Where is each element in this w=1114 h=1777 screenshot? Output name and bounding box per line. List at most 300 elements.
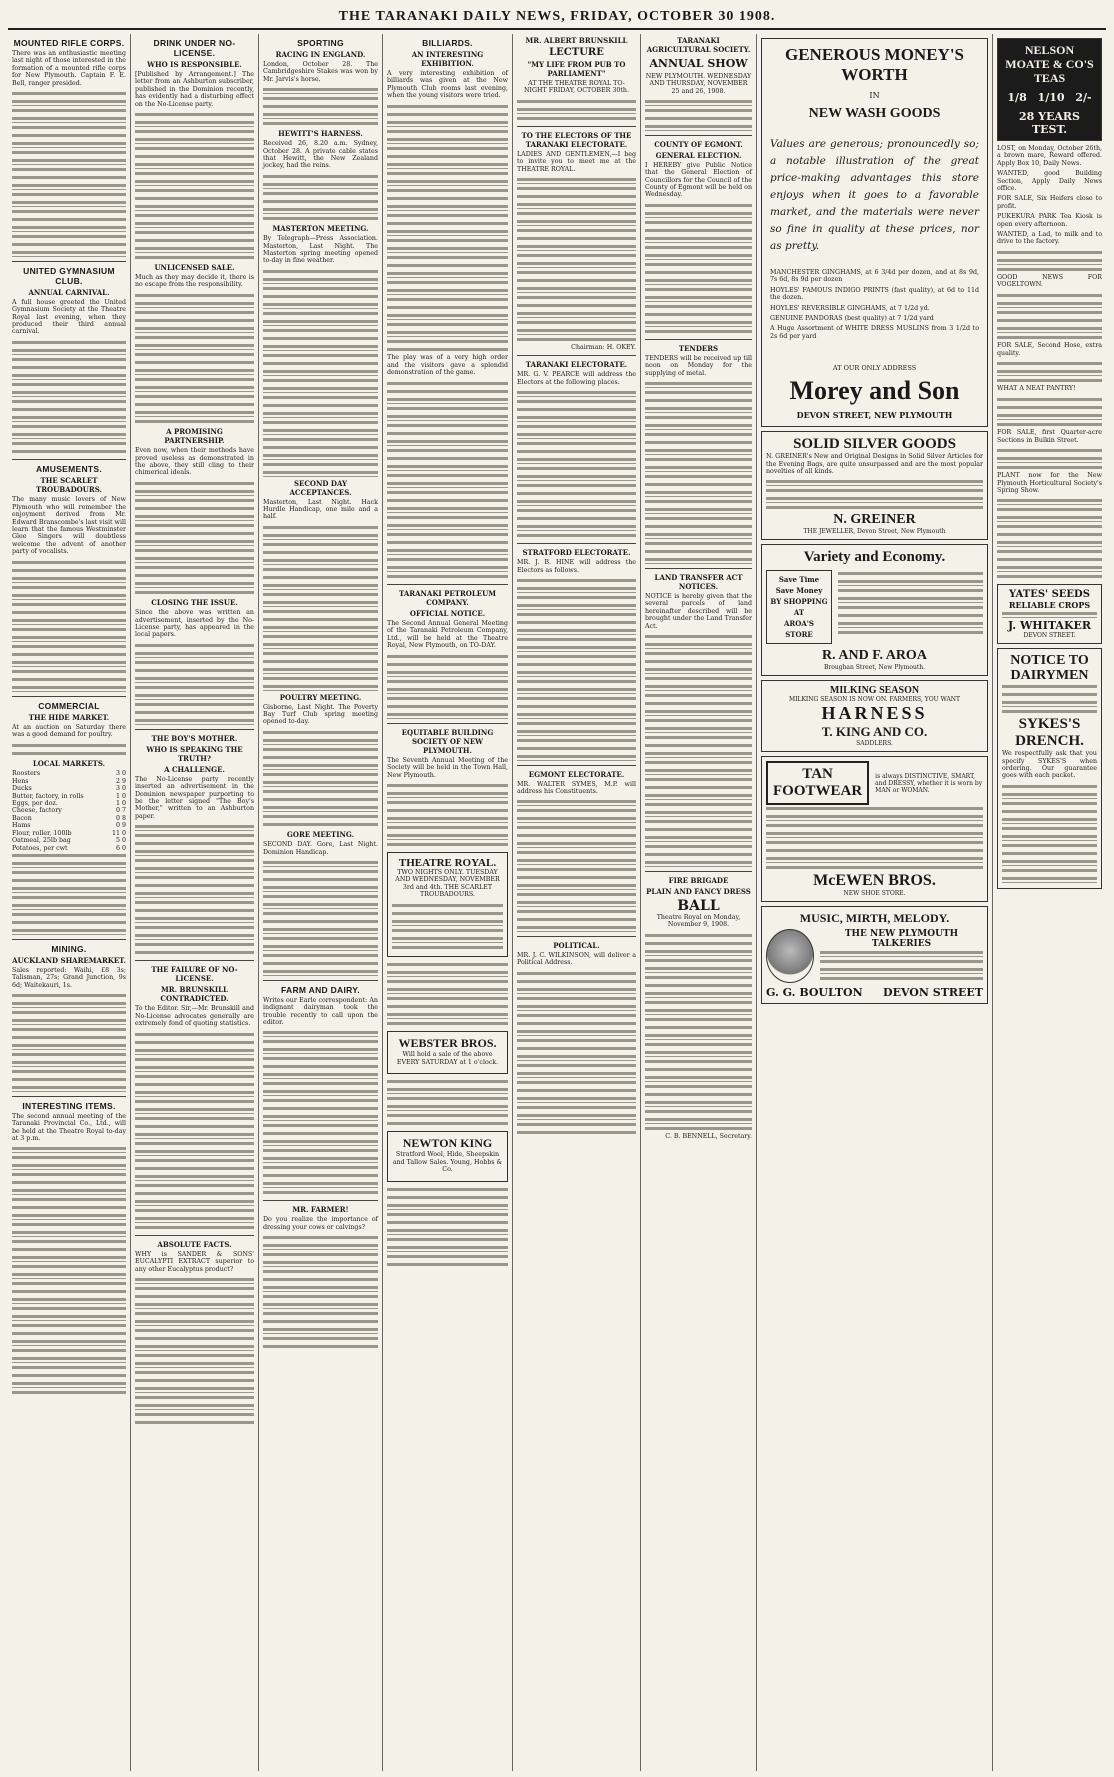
text-line <box>645 1007 752 1014</box>
text-line <box>645 1066 752 1073</box>
text-line <box>645 227 752 234</box>
text-line <box>645 932 752 939</box>
text-line <box>387 455 508 462</box>
ad-title: NELSON MOATE & CO'S TEAS <box>1005 43 1094 85</box>
text-line <box>997 523 1102 530</box>
text-line <box>517 398 636 405</box>
text-line <box>1002 858 1097 865</box>
text-line <box>517 807 636 814</box>
text-line <box>263 360 378 367</box>
text-line <box>517 585 636 592</box>
text-line <box>517 686 636 693</box>
ad-firm: N. GREINER <box>833 512 916 528</box>
text-line <box>135 488 254 495</box>
text-line <box>645 1083 752 1090</box>
text-line <box>12 1068 126 1075</box>
text-line <box>135 899 254 906</box>
text-line <box>263 1113 378 1120</box>
text-line <box>12 191 126 198</box>
text-line <box>387 573 508 580</box>
text-line <box>645 1049 752 1056</box>
text-line <box>12 174 126 181</box>
text-line <box>135 848 254 855</box>
text-line <box>263 310 378 317</box>
text-line <box>387 187 508 194</box>
text-line <box>12 423 126 430</box>
text-line <box>517 414 636 421</box>
text-line <box>387 228 508 235</box>
text-line <box>517 319 636 326</box>
classified-notice: FOR SALE, Six Heifers close to profit. <box>997 195 1102 210</box>
subheading: TARANAKI AGRICULTURAL SOCIETY. <box>646 36 751 54</box>
text-line <box>263 1172 378 1179</box>
divider <box>12 261 126 262</box>
text-line <box>135 717 254 724</box>
text-line <box>645 397 752 404</box>
article-text: [Published by Arrangement.] The letter from an Ashburton subscriber, published in the Dominion recently, has evidently had a disturbing effect on the No-License party. <box>135 71 254 108</box>
text-line <box>517 210 636 217</box>
text-line <box>135 823 254 830</box>
text-line <box>517 456 636 463</box>
text-line <box>12 166 126 173</box>
subheading: THE FAILURE OF NO-LICENSE. <box>151 965 238 984</box>
ad-title: MUSIC, MIRTH, MELODY. <box>799 911 950 926</box>
column-7 <box>757 34 993 1771</box>
text-line <box>517 498 636 505</box>
text-line <box>517 1062 636 1069</box>
text-line <box>135 513 254 520</box>
text-line <box>838 587 983 594</box>
text-line <box>263 796 378 803</box>
text-line <box>517 978 636 985</box>
text-line <box>645 98 752 105</box>
text-line <box>645 750 752 757</box>
text-line <box>135 840 254 847</box>
text-line <box>517 193 636 200</box>
text-line <box>997 396 1102 403</box>
text-line <box>135 111 254 118</box>
text-line <box>1002 791 1097 798</box>
text-line <box>645 294 752 301</box>
text-line <box>135 229 254 236</box>
text-line <box>1002 842 1097 849</box>
ad-foot: AT OUR ONLY ADDRESS <box>832 364 917 373</box>
text-line <box>645 431 752 438</box>
table-row: Flour, roller, 100lb 11 0 <box>12 829 126 837</box>
text-line <box>645 974 752 981</box>
text-line <box>263 633 378 640</box>
ad-address: Broughan Street, New Plymouth. <box>823 664 926 672</box>
text-line <box>263 1088 378 1095</box>
text-line <box>387 237 508 244</box>
classified-notice: FOR SALE, first Quarter-acre Sections in Bulkin Street. <box>997 429 1102 444</box>
text-line <box>645 1108 752 1115</box>
text-line <box>387 489 508 496</box>
price-label: 1/10 <box>1037 91 1065 104</box>
text-line <box>12 347 126 354</box>
market-table <box>12 770 126 851</box>
text-line <box>135 187 254 194</box>
text-line <box>135 1031 254 1038</box>
text-line <box>645 1032 752 1039</box>
text-line <box>263 876 378 883</box>
ad-title: SOLID SILVER GOODS <box>793 436 956 453</box>
text-line <box>387 1211 508 1218</box>
text-line <box>645 957 752 964</box>
text-line <box>766 855 983 862</box>
divider <box>645 135 752 136</box>
text-line <box>12 1389 126 1396</box>
article-text: The Second Annual General Meeting of the Taranaki Petroleum Company, Ltd., will be held at the Theatre Royal, New Plymouth, on TO-DAY. <box>387 619 508 650</box>
text-line <box>12 575 126 582</box>
ad-side-line: Save Time <box>778 575 820 585</box>
text-line <box>135 317 254 324</box>
columns <box>8 34 1106 1771</box>
text-line <box>766 487 983 494</box>
text-line <box>135 642 254 649</box>
heading: DRINK UNDER NO-LICENSE. <box>153 38 236 58</box>
divider <box>12 696 126 697</box>
text-line <box>135 1335 254 1342</box>
text-line <box>645 658 752 665</box>
ad-sub: NEW SHOE STORE. <box>843 890 906 898</box>
text-line <box>517 440 636 447</box>
text-line <box>263 754 378 761</box>
text-line <box>135 924 254 931</box>
text-line <box>838 578 983 585</box>
text-line <box>517 891 636 898</box>
divider <box>12 459 126 460</box>
text-line <box>135 1402 254 1409</box>
text-line <box>135 254 254 261</box>
text-line <box>263 120 378 127</box>
article-text: MR. WALTER SYMES, M.P. will address his Constituents. <box>517 780 636 796</box>
text-line <box>135 1157 254 1164</box>
text-line <box>263 762 378 769</box>
text-line <box>12 869 126 876</box>
text-line <box>517 695 636 702</box>
text-line <box>387 505 508 512</box>
theatre-title: THEATRE ROYAL. <box>398 857 497 870</box>
text-line <box>645 456 752 463</box>
text-line <box>12 643 126 650</box>
text-line <box>645 834 752 841</box>
text-line <box>387 695 508 702</box>
text-line <box>387 195 508 202</box>
text-line <box>387 438 508 445</box>
divider <box>387 723 508 724</box>
text-line <box>645 439 752 446</box>
moreys-ad <box>761 38 988 427</box>
subheading: AN INTERESTING EXHIBITION. <box>411 50 484 68</box>
text-line <box>135 1276 254 1283</box>
text-line <box>517 594 636 601</box>
text-line <box>997 404 1102 411</box>
text-line <box>12 124 126 131</box>
article-text: The play was of a very high order and the visitors gave a splendid demonstration of the game. <box>387 354 508 377</box>
text-line <box>135 1115 254 1122</box>
text-line <box>387 514 508 521</box>
text-line <box>517 1020 636 1027</box>
text-line <box>135 237 254 244</box>
text-line <box>645 523 752 530</box>
text-line <box>517 995 636 1002</box>
text-line <box>135 1190 254 1197</box>
subheading: STRATFORD ELECTORATE. <box>522 548 631 558</box>
ad-big: HARNESS <box>821 703 928 724</box>
text-line <box>517 636 636 643</box>
text-line <box>12 742 126 749</box>
text-line <box>387 653 508 660</box>
article-text: By Telegraph—Press Association. Masterton, Last Night. The Masterton spring meeting opened to-day in fine weather. <box>263 235 378 265</box>
ad-sub: RELIABLE CROPS <box>1008 600 1091 611</box>
ad-title: NOTICE TO DAIRYMEN <box>1010 652 1089 683</box>
text-line <box>263 566 378 573</box>
text-line <box>135 1352 254 1359</box>
text-line <box>12 1009 126 1016</box>
text-line <box>12 1330 126 1337</box>
greiner-ad <box>761 431 988 540</box>
text-line <box>263 813 378 820</box>
text-line <box>997 292 1102 299</box>
text-line <box>12 1364 126 1371</box>
text-line <box>135 530 254 537</box>
text-line <box>997 317 1102 324</box>
table-row: Oatmeal, 25lb bag 5 0 <box>12 837 126 845</box>
text-line <box>263 624 378 631</box>
table-row: Potatoes, per cwt 6 0 <box>12 844 126 852</box>
text-line <box>12 617 126 624</box>
text-line <box>645 1041 752 1048</box>
text-line <box>1002 683 1097 690</box>
subheading: TARANAKI ELECTORATE. <box>525 360 628 370</box>
text-line <box>12 911 126 918</box>
text-line <box>135 890 254 897</box>
text-line <box>517 106 636 113</box>
text-line <box>387 1244 508 1251</box>
text-line <box>12 157 126 164</box>
subheading: "MY LIFE FROM PUB TO PARLIAMENT" <box>527 60 626 78</box>
text-line <box>517 201 636 208</box>
text-line <box>387 1219 508 1226</box>
text-line <box>135 1318 254 1325</box>
text-line <box>135 1224 254 1231</box>
article-text: WHY is SANDER & SONS' EUCALYPTI EXTRACT superior to any other Eucalyptus product? <box>135 1251 254 1273</box>
text-line <box>838 595 983 602</box>
text-line <box>135 1301 254 1308</box>
text-line <box>12 1026 126 1033</box>
newton-king-ad <box>387 1131 508 1181</box>
text-line <box>766 839 983 846</box>
subheading: EGMONT ELECTORATE. <box>528 769 625 779</box>
text-line <box>517 406 636 413</box>
text-line <box>517 899 636 906</box>
ad-side-line: STORE <box>785 630 813 640</box>
ad-text: We respectfully ask that you specify SYKES'S when ordering. Our guarantee goes with each packet. <box>1002 750 1097 780</box>
text-line <box>12 1042 126 1049</box>
ad-text: is always DISTINCTIVE, SMART, and DRESSY, whether it is worn by MAN or WOMAN. <box>875 772 983 794</box>
text-line <box>135 212 254 219</box>
table-row: Eggs, per doz. 1 0 <box>12 800 126 808</box>
text-line <box>645 633 752 640</box>
article-text: A full house greeted the United Gymnasium Society at the Theatre Royal last evening, when they produced their third annual carnival. <box>12 298 126 336</box>
text-line <box>263 436 378 443</box>
text-line <box>645 244 752 251</box>
text-line <box>12 208 126 215</box>
text-line <box>645 666 752 673</box>
text-line <box>263 1038 378 1045</box>
text-line <box>1002 691 1097 698</box>
text-line <box>517 98 636 105</box>
text-line <box>12 1305 126 1312</box>
text-line <box>517 611 636 618</box>
text-line <box>135 480 254 487</box>
text-line <box>263 181 378 188</box>
text-line <box>645 1116 752 1123</box>
text-line <box>645 269 752 276</box>
heading: SPORTING <box>297 38 344 48</box>
signature: Chairman: H. OKEY. <box>571 344 636 352</box>
text-line <box>517 711 636 718</box>
sykes-ad <box>997 648 1102 889</box>
text-line <box>517 465 636 472</box>
text-line <box>645 708 752 715</box>
divider <box>135 960 254 961</box>
text-line <box>517 1079 636 1086</box>
text-line <box>387 782 508 789</box>
text-line <box>645 683 752 690</box>
text-line <box>997 309 1102 316</box>
subheading: SECOND DAY ACCEPTANCES. <box>289 478 352 497</box>
text-line <box>517 840 636 847</box>
text-line <box>263 729 378 736</box>
list-item: A Huge Assortment of WHITE DRESS MUSLINS from 3 1/2d to 2s 6d per yard <box>770 325 979 340</box>
subheading: ANNUAL CARNIVAL. <box>28 287 110 297</box>
text-line <box>12 1000 126 1007</box>
article-text: Much as they may decide it, there is no escape from the responsibility. <box>135 274 254 289</box>
text-line <box>263 952 378 959</box>
theatre-ad <box>387 852 508 957</box>
text-line <box>135 376 254 383</box>
text-line <box>997 377 1102 384</box>
text-line <box>263 402 378 409</box>
text-line <box>387 1227 508 1234</box>
text-line <box>387 254 508 261</box>
text-line <box>645 965 752 972</box>
text-line <box>387 245 508 252</box>
text-line <box>517 924 636 931</box>
text-line <box>517 1112 636 1119</box>
text-line <box>387 1253 508 1260</box>
text-line <box>517 627 636 634</box>
text-line <box>263 868 378 875</box>
lecture-title: LECTURE <box>549 47 604 58</box>
text-line <box>12 659 126 666</box>
ad-sub: IN <box>869 91 880 100</box>
ad-firm: SYKES'S DRENCH. <box>1015 716 1084 750</box>
text-line <box>517 669 636 676</box>
text-line <box>263 318 378 325</box>
text-line <box>387 661 508 668</box>
classified-notice: WANTED, a Lad, to milk and to drive to the factory. <box>997 231 1102 246</box>
text-line <box>12 389 126 396</box>
text-line <box>517 227 636 234</box>
ad-text: Values are generous; pronouncedly so; a notable illustration of the great price-making advantages this store enjoys when it goes to a favorable market, and the materials were never so fine in quality at these prices, nor as pretty. <box>770 138 979 252</box>
text-line <box>517 1003 636 1010</box>
subheading: POULTRY MEETING. <box>279 692 362 702</box>
text-line <box>135 675 254 682</box>
text-line <box>12 1280 126 1287</box>
text-line <box>135 701 254 708</box>
text-line <box>135 589 254 596</box>
text-line <box>645 982 752 989</box>
text-line <box>263 910 378 917</box>
text-line <box>135 245 254 252</box>
text-line <box>997 506 1102 513</box>
text-line <box>12 1322 126 1329</box>
divider <box>645 871 752 872</box>
text-line <box>135 342 254 349</box>
heading: FARM AND DAIRY. <box>281 984 360 995</box>
text-line <box>645 1074 752 1081</box>
text-line <box>517 882 636 889</box>
text-line <box>12 1229 126 1236</box>
text-line <box>263 591 378 598</box>
text-line <box>766 813 983 820</box>
divider <box>517 126 636 127</box>
article-text: MR. G. V. PEARCE will address the Electors at the following places. <box>517 371 636 386</box>
text-line <box>517 653 636 660</box>
text-line <box>1002 708 1097 715</box>
text-line <box>1002 808 1097 815</box>
text-line <box>135 170 254 177</box>
text-line <box>263 343 378 350</box>
divider <box>135 1235 254 1236</box>
ad-firm: G. G. BOULTON <box>766 986 863 1000</box>
text-line <box>517 644 636 651</box>
subheading: TO THE ELECTORS OF THE TARANAKI ELECTORATE. <box>521 130 632 149</box>
ad-title: MILKING SEASON <box>829 685 920 697</box>
article-text: The Seventh Annual Meeting of the Society will be held in the Town Hall, New Plymouth. <box>387 756 508 779</box>
text-line <box>517 185 636 192</box>
text-line <box>766 495 983 502</box>
subheading: POLITICAL. <box>553 940 600 950</box>
text-line <box>645 948 752 955</box>
text-line <box>135 874 254 881</box>
text-line <box>387 178 508 185</box>
article-text: Masterton, Last Night. Hack Hurdle Handicap, one mile and a half. <box>263 498 378 521</box>
text-line <box>263 1122 378 1129</box>
text-line <box>263 918 378 925</box>
text-line <box>12 877 126 884</box>
text-line <box>135 325 254 332</box>
text-line <box>387 1095 508 1102</box>
text-line <box>517 824 636 831</box>
text-line <box>517 798 636 805</box>
article-text: Received 26, 8.20 a.m. Sydney, October 28. A private cable states that Hewitt, the New Zealand jockey, had the reins. <box>263 140 378 170</box>
text-line <box>517 115 636 122</box>
text-line <box>135 1140 254 1147</box>
webster-title: WEBSTER BROS. <box>398 1036 497 1051</box>
ad-sub: SADDLERS. <box>856 740 893 748</box>
text-line <box>645 328 752 335</box>
text-line <box>645 473 752 480</box>
text-line <box>997 257 1102 264</box>
text-line <box>12 651 126 658</box>
text-line <box>263 1080 378 1087</box>
text-line <box>12 634 126 641</box>
text-line <box>997 368 1102 375</box>
